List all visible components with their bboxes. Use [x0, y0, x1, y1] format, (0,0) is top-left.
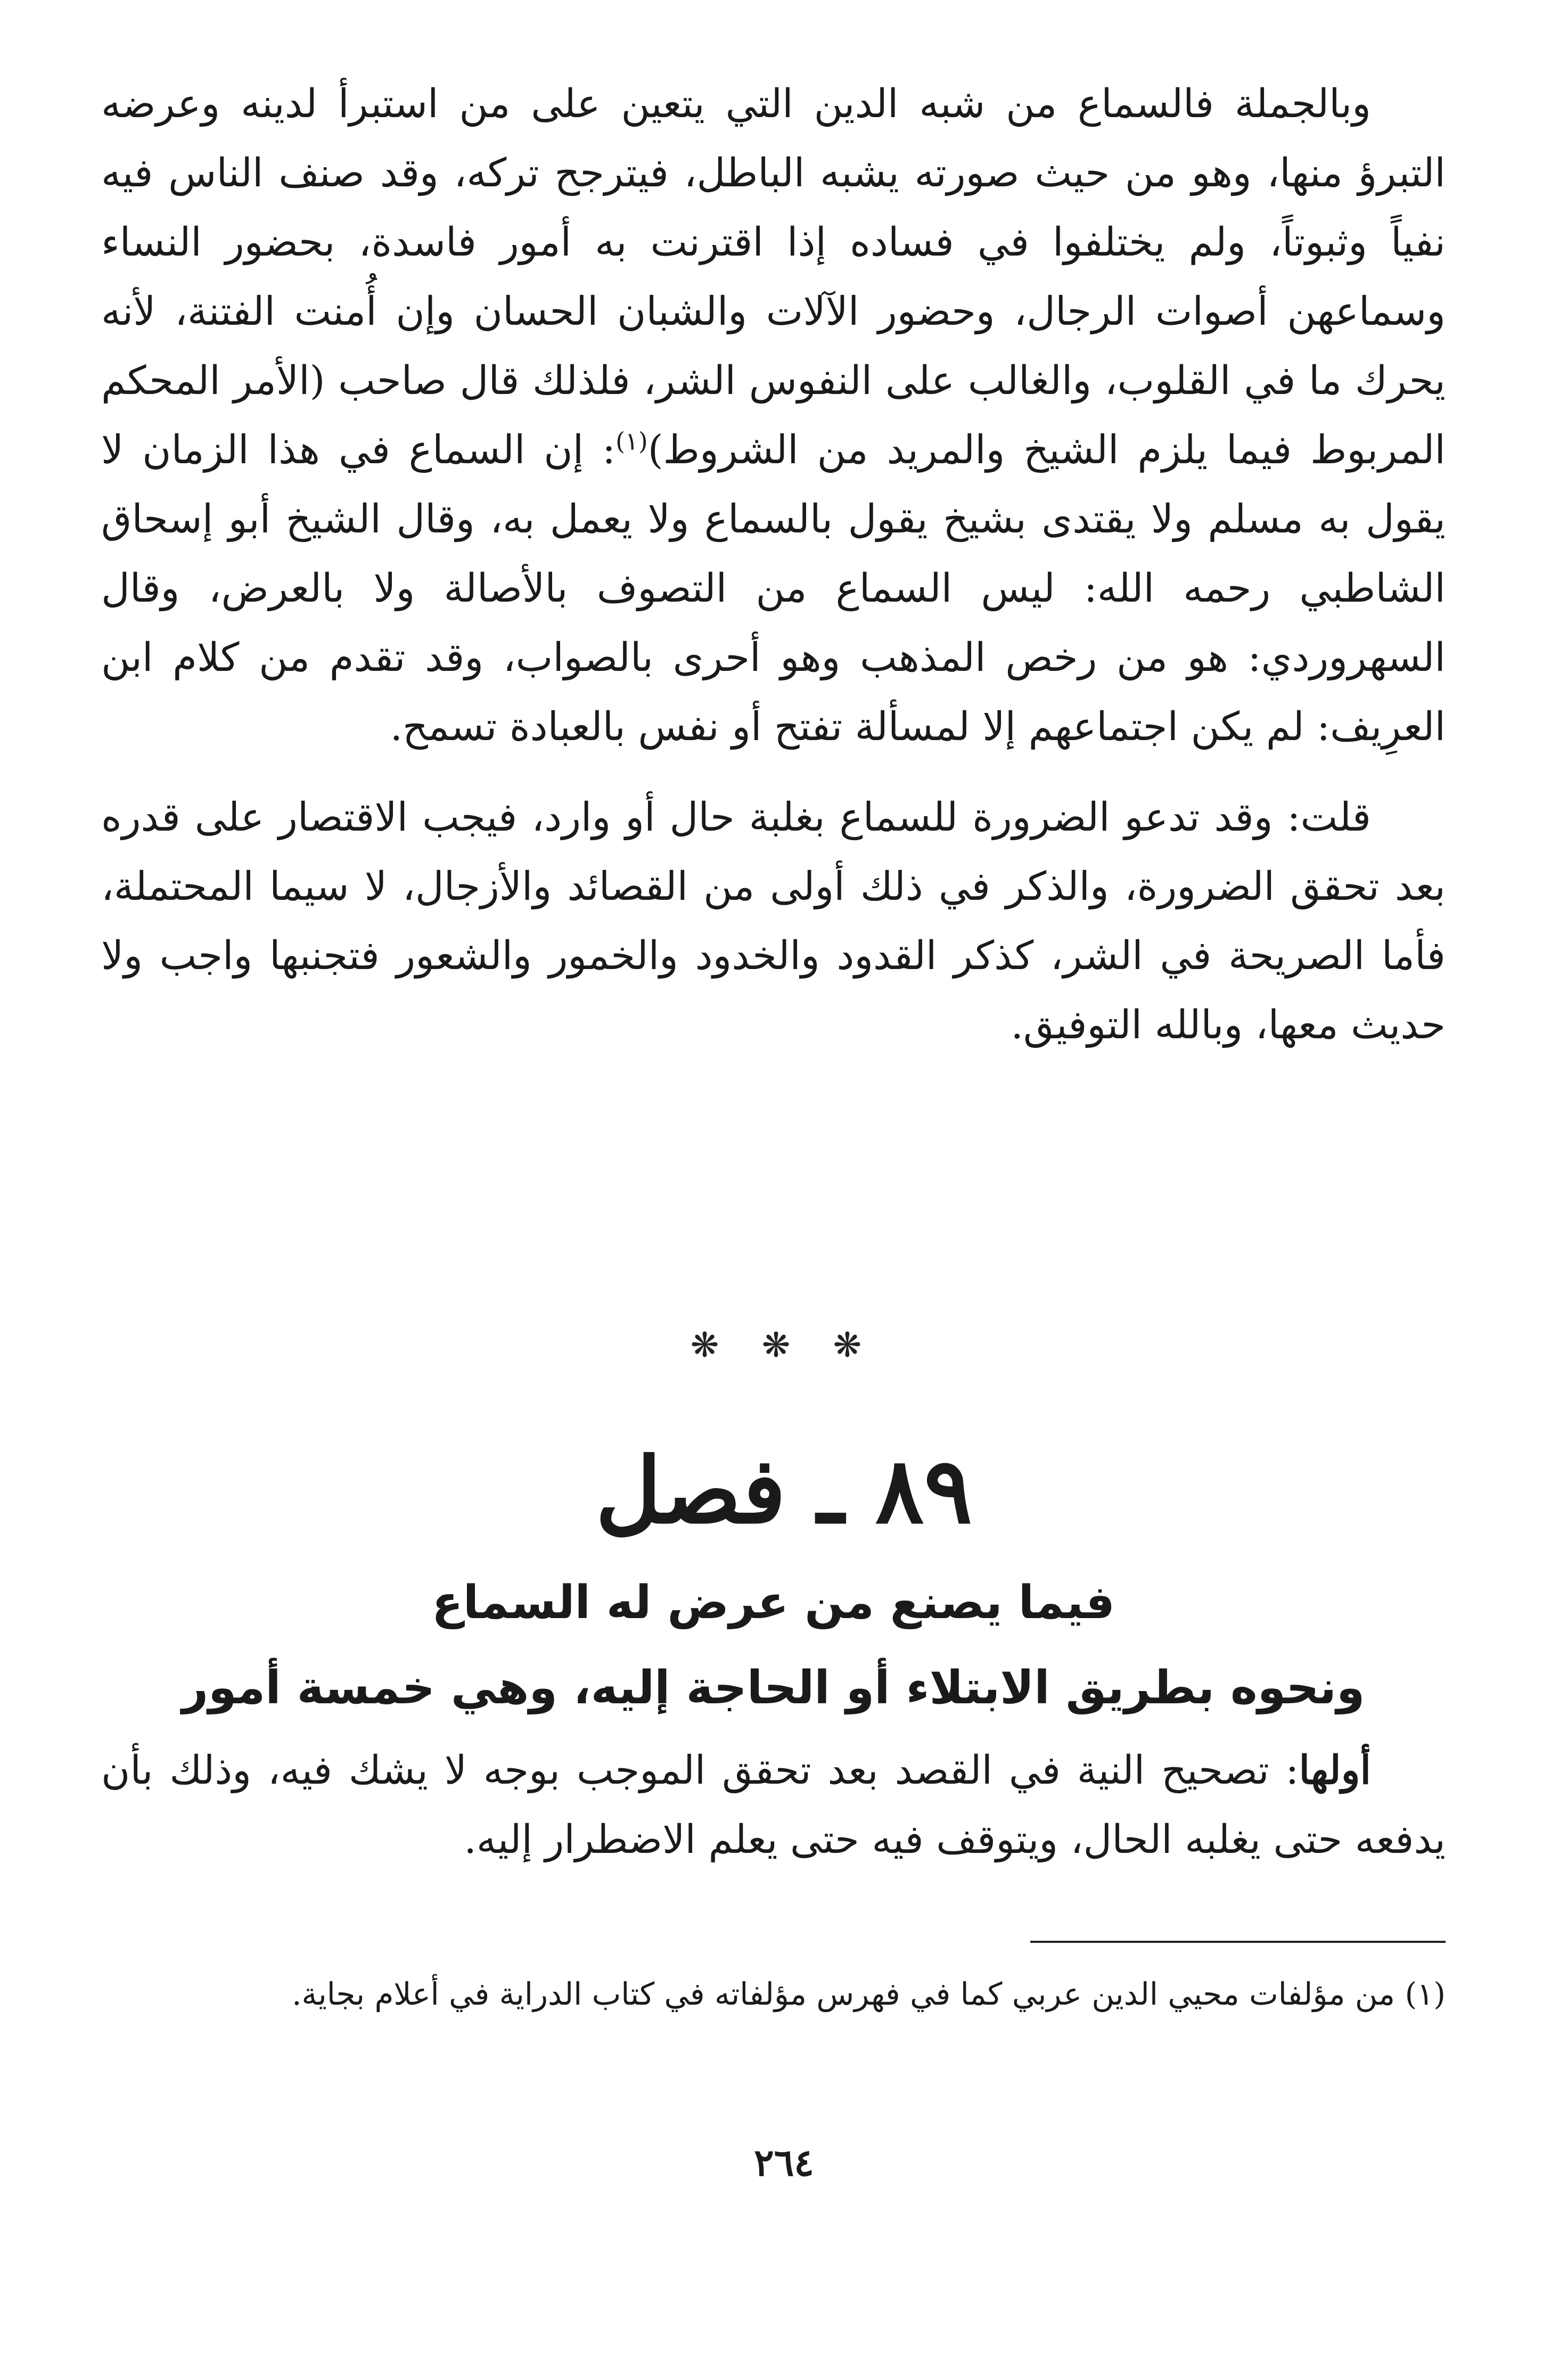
first-item-lead: أولها: [1299, 1747, 1371, 1793]
first-item-text: : تصحيح النية في القصد بعد تحقق الموجب بوجه لا يشك فيه، وذلك بأن يدفعه حتى يغلبه الحال، ويتوقف فيه حتى يعلم الاضطرار إليه.: [101, 1747, 1446, 1862]
first-item-paragraph: [101, 1736, 1446, 1874]
main-body-text: [101, 69, 1446, 1060]
section-subtitle-line-1: فيما يصنع من عرض له السماع: [432, 1576, 1115, 1629]
paragraph-qultu: قلت: وقد تدعو الضرورة للسماع بغلبة حال أو وارد، فيجب الاقتصار على قدره بعد تحقق الضرورة، والذكر في ذلك أولى من القصائد والأزجال، لا سيما المحتملة، فأما الصريحة في الشر، كذكر القدود والخدود والخمور والشعور فتجنبها واجب ولا حديث معها، وبالله التوفيق.: [101, 794, 1446, 1048]
footnote-marker: (١): [615, 426, 648, 456]
paragraph-sama-text-a: وبالجملة فالسماع من شبه الدين التي يتعين على من استبرأ لدينه وعرضه التبرؤ منها، وهو من حيث صورته يشبه الباطل، فيترجح تركه، وقد صنف الناس فيه نفياً وثبوتاً، ولم يختلفوا في فساده إذا اقترنت به أمور فاسدة، بحضور النساء وسماعهن أصوات الرجال، وحضور الآلات والشبان الحسان وإن أُمنت الفتنة، لأنه يحرك ما في القلوب، والغالب على النفوس الشر، فلذلك قال صاحب (الأمر المحكم المربوط فيما يلزم الشيخ والمريد من الشروط): [101, 81, 1446, 473]
paragraph-sama: [101, 69, 1446, 761]
footnote-divider: [1030, 1941, 1446, 1943]
section-subtitle: [101, 1560, 1446, 1730]
paragraph-sama-text-b: : إن السماع في هذا الزمان لا يقول به مسلم ولا يقتدى بشيخ يقول بالسماع ولا يعمل به، وقال الشيخ أبو إسحاق الشاطبي رحمه الله: ليس السماع من التصوف بالأصالة ولا بالعرض، وقال السهروردي: هو من رخص المذهب وهو أحرى بالصواب، وقد تقدم من كلام ابن العرِيف: لم يكن اجتماعهم إلا لمسألة تفتح أو نفس بالعبادة تسمح.: [101, 427, 1446, 750]
page-number: ٢٦٤: [754, 2140, 814, 2185]
section-subtitle-line-2: ونحوه بطريق الابتلاء أو الحاجة إليه، وهي خمسة أمور: [182, 1661, 1365, 1714]
footnote-number: (١): [1405, 1976, 1446, 2012]
section-separator-stars: ❋ ❋ ❋: [690, 1326, 878, 1365]
section-first-item: [101, 1736, 1446, 1874]
section-heading-fasl: ٨٩ ـ فصل: [595, 1438, 973, 1544]
footnote: [101, 1965, 1446, 2023]
footnote-text: من مؤلفات محيي الدين عربي كما في فهرس مؤلفاته في كتاب الدراية في أعلام بجاية.: [292, 1976, 1395, 2012]
